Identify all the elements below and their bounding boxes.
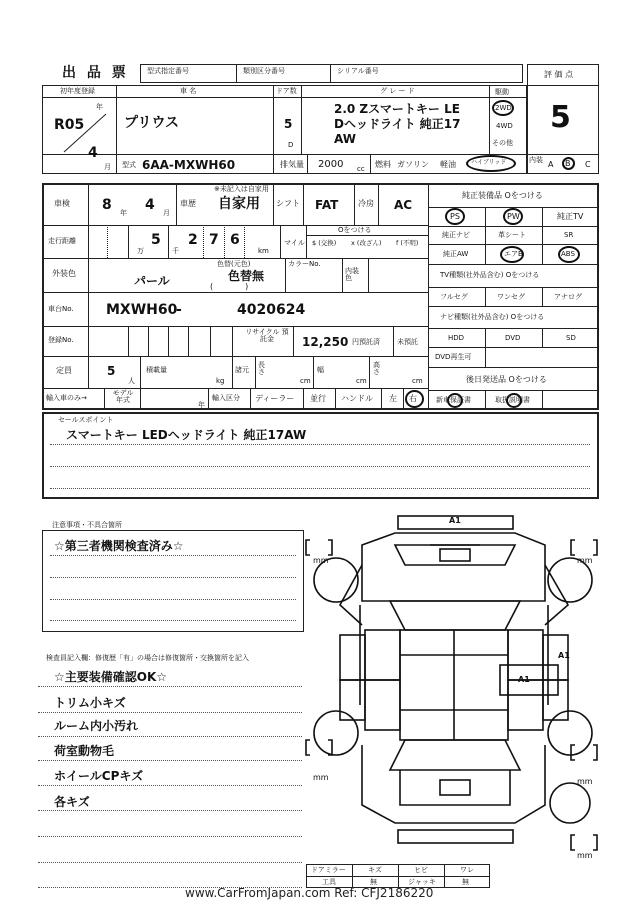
- mm-label-front-right: mm: [577, 556, 593, 565]
- equip-pw: PW: [507, 212, 520, 221]
- cc-unit: cc: [357, 165, 365, 173]
- mileage-digit-3: 7: [209, 232, 219, 248]
- meter-opt-replaced: $ (交換): [312, 239, 337, 247]
- capacity-unit: 人: [128, 377, 135, 385]
- shift-label: シフト: [276, 199, 300, 208]
- ac-label: 冷房: [358, 199, 374, 208]
- grade-line-2: Dヘッドライト 純正17: [334, 117, 461, 131]
- load-kg-unit: kg: [216, 377, 225, 385]
- inspection-year: 8: [102, 197, 112, 213]
- inspector-line-5: ホイールCPキズ: [54, 769, 144, 783]
- damage-mark-door: A1: [518, 675, 530, 684]
- equip-sr: SR: [564, 231, 574, 239]
- tv-analog: アナログ: [554, 293, 582, 301]
- mm-label-rear-left: mm: [313, 773, 329, 782]
- legend-scratch: キズ: [368, 866, 382, 874]
- handle-left: 左: [389, 394, 397, 403]
- tv-title: TV種類(社外品含む) Oをつける: [440, 271, 540, 279]
- import-parallel: 並行: [310, 394, 326, 403]
- doors-value: 5: [284, 117, 293, 131]
- equipment-title: 純正装備品 Oをつける: [462, 191, 543, 200]
- recycle-label: リサイクル 預託金: [245, 328, 289, 343]
- model-code: 6AA-MXWH60: [142, 158, 236, 172]
- legend-tool-value: 無: [370, 878, 377, 886]
- model-year-unit: 年: [198, 401, 205, 409]
- displacement-value: 2000: [318, 159, 344, 170]
- capacity-label: 定員: [56, 366, 72, 375]
- legend-crack: ヒビ: [414, 866, 428, 874]
- rating-value: 5: [550, 100, 571, 135]
- damage-mark-front: A1: [449, 516, 461, 525]
- usage-value: 自家用: [218, 196, 260, 212]
- interior-color-label: 内装 色: [345, 267, 359, 282]
- repaint-paren: ( ): [210, 282, 249, 291]
- sales-point-box: [42, 412, 599, 499]
- damage-mark-right: A1: [558, 651, 570, 660]
- mm-label-rear-right: mm: [577, 777, 593, 786]
- mileage-digit-2: 2: [188, 232, 198, 248]
- height-label: 高さ: [373, 361, 380, 376]
- grade-label: グ レ ー ド: [380, 87, 415, 95]
- navi-title: ナビ種類(社外品含む) Oをつける: [440, 313, 545, 321]
- navi-hdd: HDD: [448, 334, 465, 342]
- interior-c: C: [585, 160, 591, 169]
- length-label: 長さ: [258, 361, 265, 376]
- legend-mirror: ドアミラー: [311, 866, 346, 874]
- reg-year: R05: [54, 117, 85, 133]
- sales-point-text: スマートキー LEDヘッドライト 純正17AW: [66, 428, 307, 442]
- length-cm-unit: cm: [300, 377, 311, 385]
- later-manual: 取扱説明書: [495, 396, 530, 404]
- mileage-km-unit: km: [258, 247, 269, 255]
- grade-line-3: AW: [334, 132, 356, 146]
- inspector-line-3: ルーム内小汚れ: [54, 719, 139, 733]
- mile-label: マイル: [284, 239, 305, 247]
- inspector-line-1: ☆主要装備確認OK☆: [54, 670, 168, 684]
- meter-opt-unknown: f (不明): [396, 239, 419, 247]
- recycle-paid: 円預託済: [352, 338, 380, 346]
- grade-line-1: 2.0 Zスマートキー LE: [334, 102, 460, 116]
- equip-airbag: エアB: [504, 250, 523, 258]
- import-dealer: ディーラー: [255, 394, 295, 403]
- interior-label: 内装: [529, 156, 543, 164]
- doors-sub: D: [288, 141, 294, 149]
- dims-label: 諸元: [235, 366, 249, 374]
- inspector-line-6: 各キズ: [54, 795, 90, 809]
- chassis-prefix: MXWH60: [106, 302, 178, 318]
- car-name-label: 車 名: [180, 87, 197, 95]
- footer-reference: www.CarFromJapan.com Ref: CFJ2186220: [185, 886, 434, 900]
- chassis-dash: -: [176, 302, 182, 318]
- height-cm-unit: cm: [412, 377, 423, 385]
- inspection-label: 車検: [54, 199, 70, 208]
- equip-aw: 純正AW: [443, 250, 469, 258]
- doors-label: ドア数: [276, 87, 297, 95]
- fuel-diesel: 軽油: [440, 160, 456, 169]
- chassis-number: 4020624: [237, 302, 306, 318]
- repaint-value: 色替無: [228, 269, 265, 283]
- meter-opt-tampered: x (改ざん): [351, 239, 382, 247]
- form-title: 出 品 票: [62, 65, 129, 81]
- tv-oneseg: ワンセグ: [497, 293, 525, 301]
- drive-4wd: 4WD: [496, 122, 513, 130]
- tv-fullseg: フルセグ: [440, 293, 468, 301]
- year-label: 年: [96, 103, 103, 111]
- id-fields-box: [140, 64, 523, 83]
- serial-number-label: シリアル番号: [337, 67, 379, 75]
- interior-a: A: [548, 160, 554, 169]
- dvd-playback: DVD再生可: [435, 353, 472, 361]
- later-warranty: 新車保証書: [436, 396, 471, 404]
- handle-right: 右: [409, 394, 417, 403]
- drive-other: その他: [492, 139, 513, 147]
- inspection-year-unit: 年: [120, 209, 127, 217]
- legend-jack-value: 無: [462, 878, 469, 886]
- equip-navi: 純正ナビ: [442, 231, 470, 239]
- handle-label: ハンドル: [341, 394, 373, 403]
- inspector-line-4: 荷室動物毛: [54, 744, 115, 758]
- color-label: 外装色: [52, 269, 76, 278]
- equip-leather: 革シート: [498, 231, 526, 239]
- first-reg-label: 初年度登録: [60, 87, 95, 95]
- mm-label-front-left: mm: [313, 556, 329, 565]
- reg-month: 4: [88, 145, 98, 161]
- model-year-label: モデル 年式: [112, 389, 134, 404]
- fuel-hybrid: ハイブリッド: [471, 159, 507, 166]
- car-name: プリウス: [124, 115, 180, 131]
- recycle-unpaid: 未預託: [397, 338, 418, 346]
- legend-break: ワレ: [460, 866, 474, 874]
- inspection-month-unit: 月: [163, 209, 170, 217]
- category-number-label: 類別区分番号: [243, 67, 285, 75]
- mileage-digit-4: 6: [230, 232, 240, 248]
- equip-ps: PS: [450, 212, 460, 221]
- notes-text: ☆第三者機関検査済み☆: [54, 539, 184, 553]
- inspector-line-2: トリム小キズ: [54, 696, 126, 710]
- chassis-label: 車台No.: [48, 305, 74, 313]
- car-damage-diagram: [300, 505, 600, 875]
- import-type-label: 輸入区分: [212, 394, 240, 402]
- model-label: 型式: [122, 161, 136, 169]
- interior-b: B: [565, 159, 571, 168]
- later-title: 後日発送品 Oをつける: [466, 375, 547, 384]
- drive-label: 駆動: [495, 88, 509, 96]
- rating-label: 評 価 点: [544, 70, 574, 79]
- inspector-label: 検査員記入欄：修復歴「有」の場合は修復箇所・交換箇所を記入: [46, 654, 249, 662]
- equip-abs: ABS: [561, 250, 575, 258]
- displacement-label: 排気量: [280, 160, 304, 169]
- mm-label-spare: mm: [577, 851, 593, 860]
- capacity-value: 5: [107, 364, 116, 378]
- reg-no-label: 登録No.: [48, 336, 74, 344]
- usage-label: 車歴: [180, 199, 196, 208]
- width-cm-unit: cm: [356, 377, 367, 385]
- mileage-man-unit: 万: [137, 247, 144, 255]
- mileage-sen-unit: 千: [172, 247, 179, 255]
- legend-tool: 工具: [322, 878, 336, 886]
- sales-point-label: セールスポイント: [58, 416, 114, 424]
- recycle-value: 12,250: [302, 335, 349, 349]
- load-label: 積載量: [146, 366, 167, 374]
- type-designation-label: 型式指定番号: [147, 67, 189, 75]
- drive-2wd: 2WD: [495, 104, 512, 112]
- color-no-label: カラーNo.: [288, 260, 321, 268]
- repaint-label: 色替(元色): [217, 260, 251, 268]
- inspection-month: 4: [145, 197, 155, 213]
- import-label: 輸入車のみ→: [46, 394, 87, 402]
- navi-sd: SD: [566, 334, 576, 342]
- navi-dvd: DVD: [505, 334, 521, 342]
- meter-mark-note: Oをつける: [338, 226, 372, 234]
- legend-jack: ジャッキ: [408, 878, 436, 886]
- month-label: 月: [104, 163, 111, 171]
- fuel-label: 燃料: [375, 160, 391, 169]
- mileage-digit-1: 5: [151, 232, 161, 248]
- mileage-label: 走行距離: [48, 237, 76, 245]
- usage-note: ※未記入は自家用: [214, 185, 269, 193]
- notes-label: 注意事項・不具合箇所: [52, 521, 122, 529]
- fuel-gasoline: ガソリン: [397, 160, 429, 169]
- ac-value: AC: [394, 198, 413, 212]
- width-label: 幅: [317, 366, 324, 374]
- equip-tv: 純正TV: [557, 212, 584, 221]
- color-value: パール: [134, 274, 170, 288]
- shift-value: FAT: [315, 198, 339, 212]
